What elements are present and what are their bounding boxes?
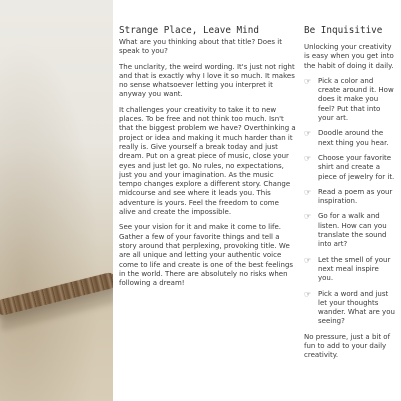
sidebar-closing: No pressure, just a bit of fun to add to your daily creativity. [304, 332, 391, 360]
photo-tone [0, 0, 113, 401]
tip-text: Read a poem as your inspiration. [318, 187, 393, 206]
pointing-hand-icon: ☞ [304, 76, 312, 86]
tip-text: Go for a walk and listen. How can you translate the sound into art? [318, 212, 387, 249]
article-paragraph: What are you thinking about that title? Does it speak to you? [119, 38, 282, 56]
tip-text: Pick a word and just let your thoughts wander. What are you seeing? [318, 289, 395, 326]
sidebar-intro: Unlocking your creativity is easy when you get into the habit of doing it daily. [304, 43, 394, 70]
tip-item [304, 290, 396, 327]
article-column [119, 25, 296, 294]
tip-text: Doodle around the next thing you hear. [318, 129, 389, 147]
pointing-hand-icon: ☞ [304, 153, 312, 163]
tip-item [304, 77, 396, 123]
pointing-hand-icon: ☞ [304, 255, 312, 265]
article-paragraph: It challenges your creativity to take it to new places. To be free and not think too much. Isn't that the biggest problem we have? Overthinking a project or idea and making it much harder than it really is. Give yourself a break today and just dream. Put on a great piece of music, close your eyes and just let go. No rules, no expectations, just you and your imagination. As the music tempo changes explore a different story. Change midcourse and see where it leads you. This adventure is yours. Feel the freedom to come alive and create the impossible. [119, 105, 296, 217]
sidebar-title: Be Inquisitive [304, 25, 383, 36]
article-title: Strange Place, Leave Mind [119, 25, 259, 36]
sidebar-column [304, 25, 396, 367]
tip-item [304, 256, 396, 284]
article-paragraph: See your vision for it and make it come to life. Gather a few of your favorite things and tell a story around that perplexing, provoking title. We are all unique and letting your authentic voice come to life and create is one of the best feelings in the world. There are absolutely no risks when following a dream! [119, 223, 294, 288]
tip-item [304, 188, 396, 207]
tip-item [304, 129, 396, 148]
pointing-hand-icon: ☞ [304, 187, 312, 197]
tip-item [304, 154, 396, 182]
pointing-hand-icon: ☞ [304, 289, 312, 299]
pointing-hand-icon: ☞ [304, 129, 312, 139]
tip-text: Pick a color and create around it. How does it make you feel? Put that into your art. [318, 76, 394, 123]
tip-item [304, 212, 396, 249]
pointing-hand-icon: ☞ [304, 212, 312, 222]
decorative-photo [0, 0, 113, 401]
article-paragraph: The unclarity, the weird wording. It's just not right and that is exactly why I love it so much. It makes no sense whatsoever letting you interpret it anyway you want. [119, 62, 295, 99]
tip-text: Let the smell of your next meal inspire you. [318, 255, 391, 283]
tip-text: Choose your favorite shirt and create a piece of jewelry for it. [318, 153, 395, 181]
